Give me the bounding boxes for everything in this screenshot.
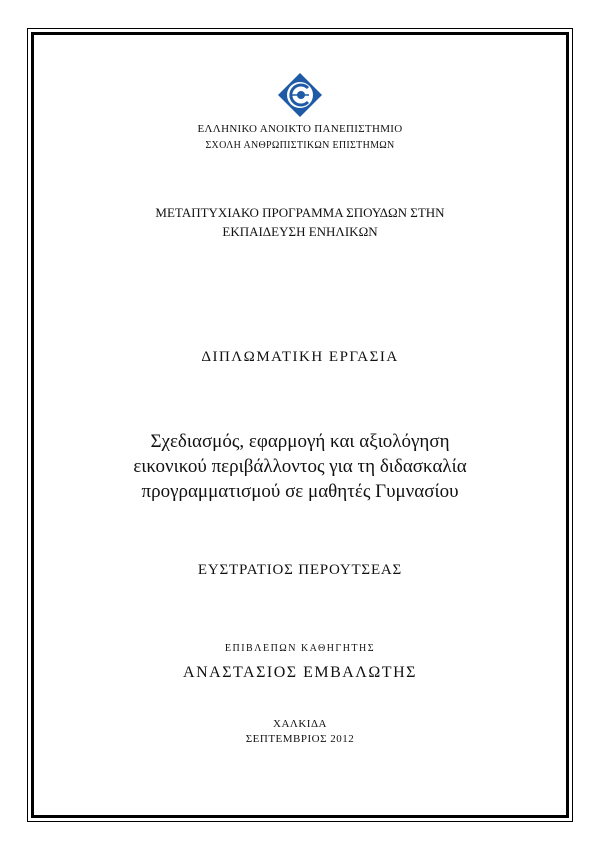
- university-name: ΕΛΛΗΝΙΚΟ ΑΝΟΙΚΤΟ ΠΑΝΕΠΙΣΤΗΜΙΟ: [197, 123, 403, 135]
- school-name: ΣΧΟΛΗ ΑΝΘΡΩΠΙΣΤΙΚΩΝ ΕΠΙΣΤΗΜΩΝ: [205, 140, 395, 151]
- date: ΣΕΠΤΕΜΒΡΙΟΣ 2012: [245, 733, 355, 745]
- university-logo-icon: [277, 72, 323, 118]
- program-line-1: ΜΕΤΑΠΤΥΧΙΑΚΟ ΠΡΟΓΡΑΜΜΑ ΣΠΟΥΔΩΝ ΣΤΗΝ: [155, 205, 445, 220]
- author-name: ΕΥΣΤΡΑΤΙΟΣ ΠΕΡΟΥΤΣΕΑΣ: [197, 562, 403, 578]
- thesis-title-line-1: Σχεδιασμός, εφαρμογή και αξιολόγηση: [150, 431, 450, 452]
- thesis-title-line-3: προγραμματισμού σε μαθητές Γυμνασίου: [141, 481, 459, 502]
- thesis-title-line-2: εικονικού περιβάλλοντος για τη διδασκαλία: [133, 456, 467, 477]
- document-type: ΔΙΠΛΩΜΑΤΙΚΗ ΕΡΓΑΣΙΑ: [201, 349, 399, 365]
- program-line-2: ΕΚΠΑΙΔΕΥΣΗ ΕΝΗΛΙΚΩΝ: [222, 224, 378, 239]
- supervisor-label: ΕΠΙΒΛΕΠΩΝ ΚΑΘΗΓΗΤΗΣ: [224, 643, 376, 654]
- supervisor-name: ΑΝΑΣΤΑΣΙΟΣ ΕΜΒΑΛΩΤΗΣ: [183, 664, 417, 681]
- place: ΧΑΛΚΙΔΑ: [273, 718, 327, 730]
